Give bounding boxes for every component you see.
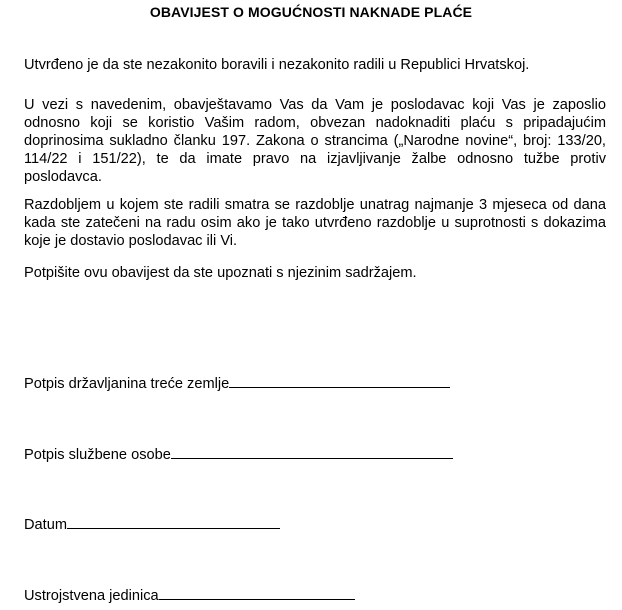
signature-field-label: Potpis službene osobe — [24, 447, 171, 463]
paragraph-employer-obligation: U vezi s navedenim, obavještavamo Vas da Vam je poslodavac koji Vas je zaposlio odnosno koji se koristio Vašim radom, obvezan nadoknaditi plaću s pripadajućim doprinosima sukladno članku 197. Zakona o strancima („Narodne novine“, broj: 133/20, 114/22 i 151/22), te da imate pravo na izjavljivanje žalbe odnosno tužbe protiv poslodavca. — [24, 97, 606, 185]
organizational-unit-label: Ustrojstvena jedinica — [24, 588, 159, 604]
date-field-label: Datum — [24, 517, 67, 533]
document-title: OBAVIJEST O MOGUĆNOSTI NAKNADE PLAĆE — [149, 4, 473, 20]
date-blank-line[interactable] — [67, 514, 280, 529]
signature-field-label: Potpis državljanina treće zemlje — [24, 376, 230, 392]
organizational-unit-field — [24, 585, 355, 605]
date-field — [24, 514, 280, 534]
signature-field-official — [24, 444, 453, 464]
paragraph-finding: Utvrđeno je da ste nezakonito boravili i nezakonito radili u Republici Hrvatskoj. — [24, 57, 530, 73]
paragraph-work-period: Razdobljem u kojem ste radili smatra se razdoblje unatrag najmanje 3 mjeseca od dana kada ste zatečeni na radu osim ako je tako utvrđeno razdoblje u suprotnosti s dokazima koje je dostavio poslodavac ili Vi. — [24, 197, 606, 249]
paragraph-sign-instruction: Potpišite ovu obavijest da ste upoznati s njezinim sadržajem. — [24, 265, 417, 281]
signature-blank-line[interactable] — [171, 444, 453, 459]
signature-blank-line[interactable] — [229, 373, 450, 388]
organizational-unit-blank-line[interactable] — [159, 585, 355, 600]
signature-field-third-country-national — [24, 373, 450, 393]
